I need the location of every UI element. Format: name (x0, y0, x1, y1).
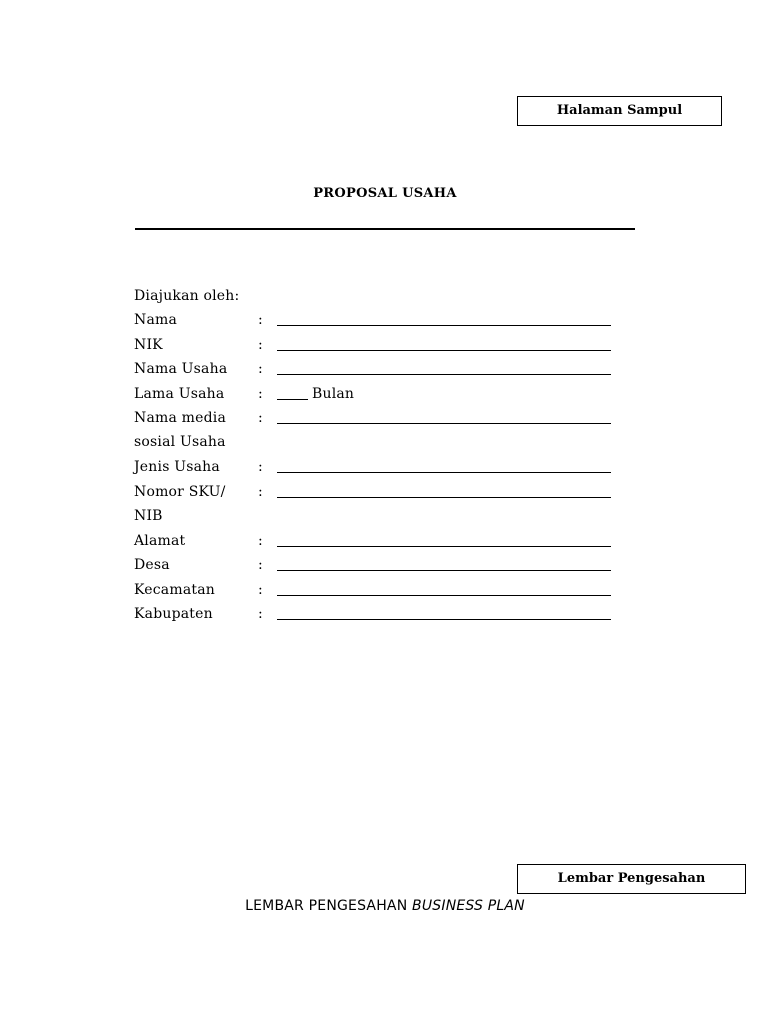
field-colon: : (258, 483, 263, 500)
field-label: NIK (134, 336, 163, 353)
applicant-form (134, 284, 614, 627)
label-line: Nomor SKU/ (134, 483, 226, 500)
field-media-sosial (134, 406, 614, 455)
field-sku-nib (134, 480, 614, 529)
fill-line[interactable] (277, 325, 611, 326)
cover-page-box: Halaman Sampul (517, 96, 722, 126)
label-line: NIB (134, 507, 163, 524)
field-label: Alamat (134, 532, 186, 549)
field-colon: : (258, 410, 263, 426)
field-label: Nama Usaha (134, 361, 228, 377)
fill-line[interactable] (277, 350, 611, 351)
label-line: sosial Usaha (134, 434, 226, 450)
field-colon: : (258, 336, 263, 353)
field-colon: : (258, 557, 263, 573)
fill-line[interactable] (277, 497, 611, 498)
field-colon: : (258, 361, 263, 377)
field-label: Kabupaten (134, 606, 213, 622)
unit-label: Bulan (312, 385, 355, 402)
fill-line[interactable] (277, 423, 611, 424)
field-colon: : (258, 532, 263, 549)
field-colon: : (258, 312, 263, 328)
field-colon: : (258, 606, 263, 622)
field-label: Desa (134, 557, 170, 573)
approval-heading-text: LEMBAR PENGESAHAN (245, 898, 408, 914)
field-nama-usaha (134, 357, 614, 382)
field-colon: : (258, 459, 263, 475)
field-nik (134, 333, 614, 358)
field-label (134, 406, 254, 454)
fill-line[interactable] (277, 546, 611, 547)
field-label: Nama (134, 312, 178, 328)
field-jenis-usaha (134, 455, 614, 480)
field-nama (134, 308, 614, 333)
fill-line[interactable] (277, 619, 611, 620)
field-alamat (134, 529, 614, 554)
field-colon: : (258, 581, 263, 598)
fill-line[interactable] (277, 595, 611, 596)
field-kecamatan (134, 578, 614, 603)
field-label: Lama Usaha (134, 385, 225, 402)
field-label: Kecamatan (134, 581, 215, 598)
document-title: PROPOSAL USAHA (313, 186, 457, 201)
approval-heading (0, 898, 768, 914)
field-label: Jenis Usaha (134, 459, 220, 475)
field-label (134, 480, 254, 528)
label-line: Nama media (134, 410, 227, 426)
field-kabupaten (134, 602, 614, 627)
title-underline (135, 228, 635, 230)
approval-page-box: Lembar Pengesahan (517, 864, 746, 894)
fill-line[interactable] (277, 472, 611, 473)
form-intro: Diajukan oleh: (134, 288, 240, 304)
fill-line[interactable] (277, 374, 611, 375)
fill-line[interactable] (277, 570, 611, 571)
field-desa (134, 553, 614, 578)
field-lama-usaha (134, 382, 614, 407)
approval-heading-italic: BUSINESS PLAN (412, 898, 525, 914)
fill-line-short[interactable] (277, 399, 308, 400)
field-colon: : (258, 385, 263, 402)
